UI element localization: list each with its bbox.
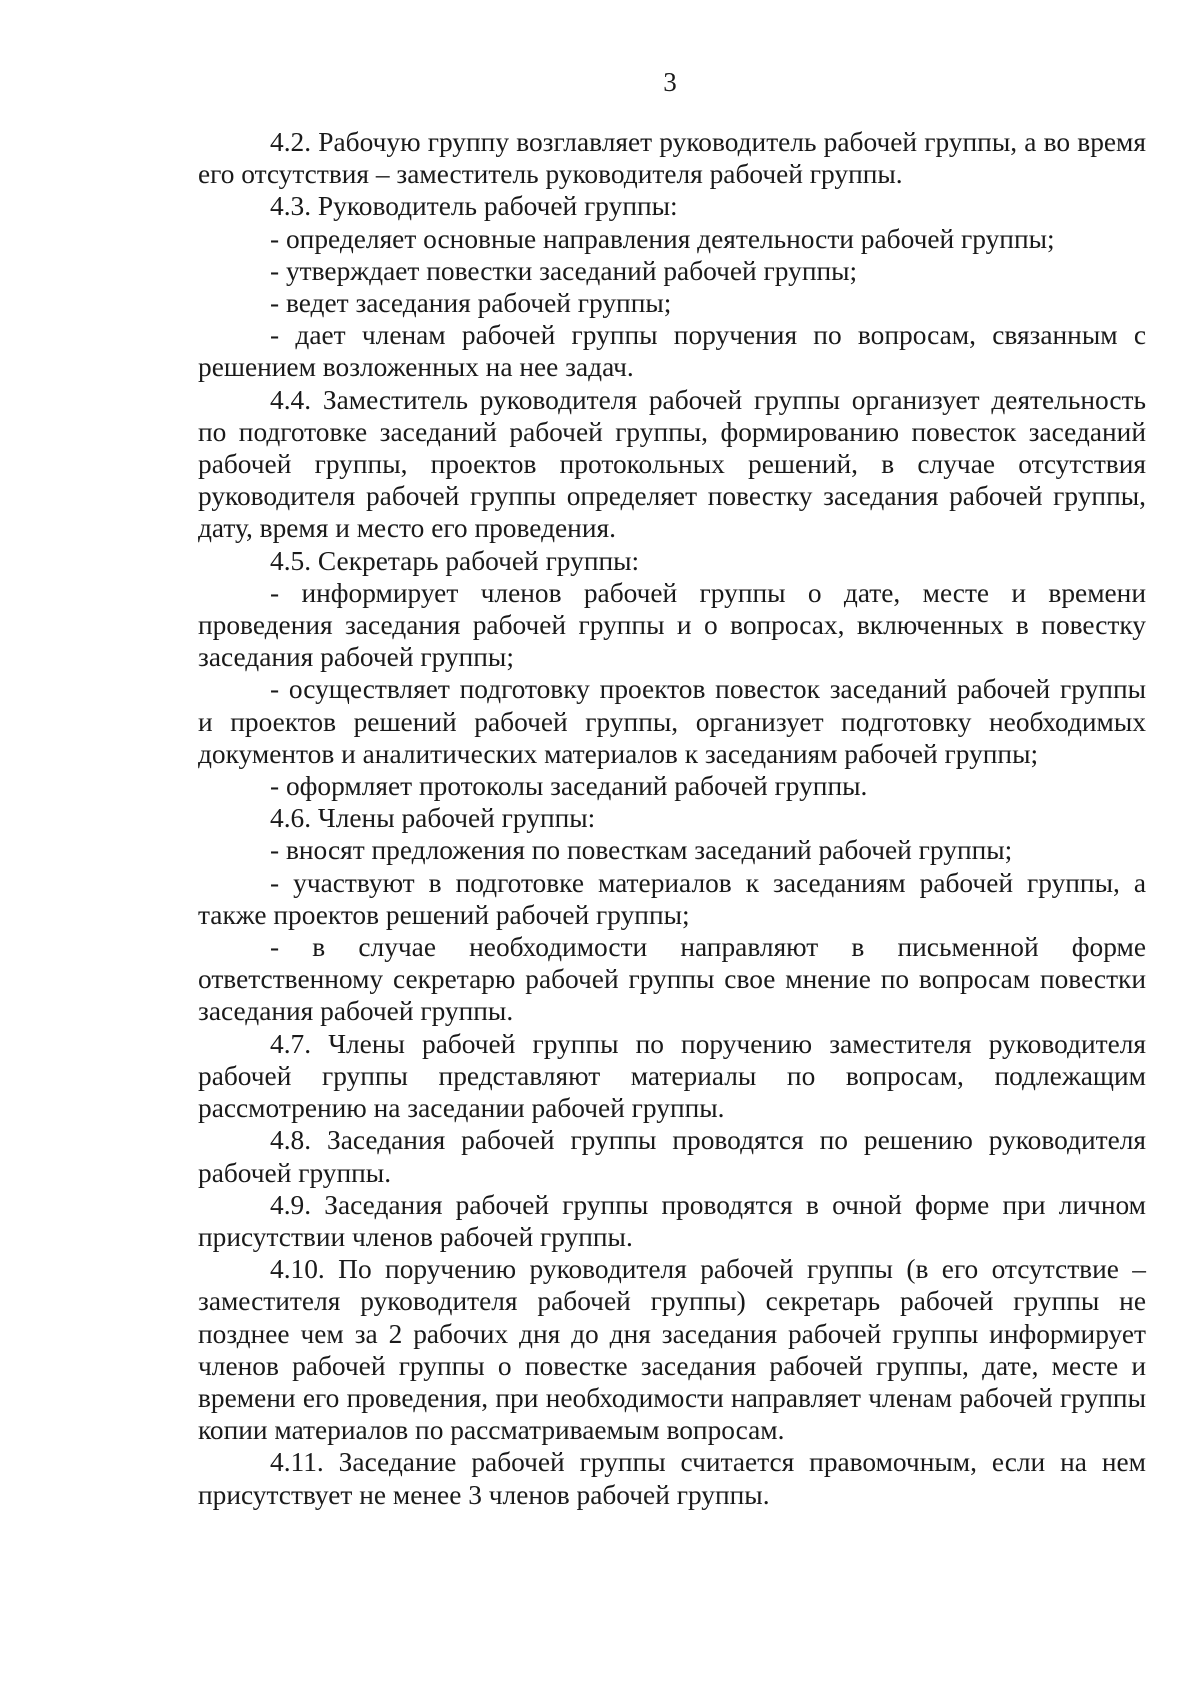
paragraph-4-6: 4.6. Члены рабочей группы: (270, 803, 596, 834)
list-item: - участвуют в подготовке материалов к заседаниям рабочей группы, а также проектов решений рабочей группы; (198, 867, 1146, 930)
list-item: - в случае необходимости направляют в письменной форме ответственному секретарю рабочей группы свое мнение по вопросам повестки заседания рабочей группы. (198, 932, 1146, 1027)
paragraph-4-10: 4.10. По поручению руководителя рабочей группы (в его отсутствие – заместителя руководителя рабочей группы) секретарь рабочей группы не позднее чем за 2 рабочих дня до дня заседания рабочей группы информирует членов рабочей группы о повестке заседания рабочей группы, дате, месте и времени его проведения, при необходимости направляет членам рабочей группы копии материалов по рассматриваемым вопросам. (198, 1254, 1146, 1446)
list-item: - оформляет протоколы заседаний рабочей группы. (270, 771, 868, 802)
paragraph-4-3: 4.3. Руководитель рабочей группы: (270, 191, 678, 222)
list-item: - утверждает повестки заседаний рабочей группы; (270, 255, 858, 286)
paragraph-4-4: 4.4. Заместитель руководителя рабочей группы организует деятельность по подготовке заседаний рабочей группы, формированию повесток заседаний рабочей группы, проектов протокольных решений, в случае отсутствия руководителя рабочей группы определяет повестку заседания рабочей группы, дату, время и место его проведения. (198, 384, 1146, 544)
list-item: - определяет основные направления деятельности рабочей группы; (270, 223, 1055, 254)
paragraph-4-8: 4.8. Заседания рабочей группы проводятся по решению руководителя рабочей группы. (198, 1125, 1146, 1188)
paragraph-4-9: 4.9. Заседания рабочей группы проводятся в очной форме при личном присутствии членов рабочей группы. (198, 1189, 1146, 1252)
paragraph-4-5: 4.5. Секретарь рабочей группы: (270, 545, 640, 576)
paragraph-4-11: 4.11. Заседание рабочей группы считается правомочным, если на нем присутствует не менее 3 членов рабочей группы. (198, 1447, 1146, 1510)
list-item: - осуществляет подготовку проектов повесток заседаний рабочей группы и проектов решений рабочей группы, организует подготовку необходимых документов и аналитических материалов к заседаниям рабочей группы; (198, 674, 1146, 769)
document-body (198, 126, 1146, 1511)
list-item: - вносят предложения по повесткам заседаний рабочей группы; (270, 835, 1013, 866)
list-item: - информирует членов рабочей группы о дате, месте и времени проведения заседания рабочей группы и о вопросах, включенных в повестку заседания рабочей группы; (198, 577, 1146, 673)
paragraph-4-2: 4.2. Рабочую группу возглавляет руководитель рабочей группы, а во время его отсутствия – заместитель руководителя рабочей группы. (198, 127, 1146, 190)
page-number: 3 (663, 67, 677, 97)
list-item: - ведет заседания рабочей группы; (270, 288, 672, 319)
paragraph-4-7: 4.7. Члены рабочей группы по поручению заместителя руководителя рабочей группы представляют материалы по вопросам, подлежащим рассмотрению на заседании рабочей группы. (198, 1028, 1146, 1124)
list-item: - дает членам рабочей группы поручения по вопросам, связанным с решением возложенных на нее задач. (198, 320, 1146, 383)
